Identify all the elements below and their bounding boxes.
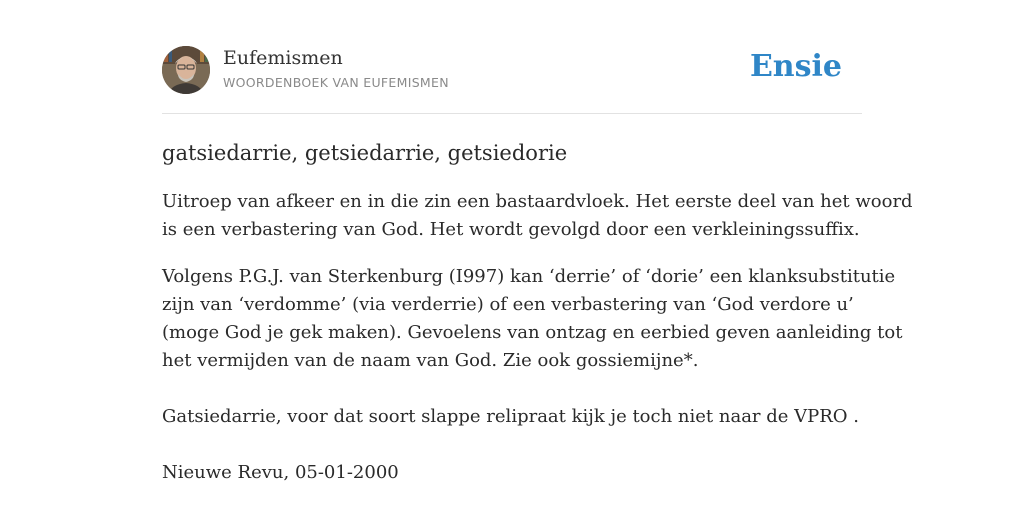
source-title[interactable]: Eufemismen (223, 47, 343, 69)
definition-paragraph (162, 188, 913, 244)
etymology-line: (moge God je gek maken). Gevoelens van ontzag en eerbied geven aanleiding tot (162, 322, 903, 343)
entry-content (162, 137, 913, 506)
source-subtitle: WOORDENBOEK VAN EUFEMISMEN (223, 75, 449, 90)
entry-term: gatsiedarrie, getsiedarrie, getsiedorie (162, 141, 568, 165)
citation: Nieuwe Revu, 05-01-2000 (162, 462, 399, 483)
etymology-paragraph (162, 263, 903, 487)
header-divider (162, 113, 862, 114)
etymology-line: Volgens P.G.J. van Sterkenburg (I997) kan ‘derrie’ of ‘dorie’ een klanksubstitutie (162, 266, 896, 287)
source-header (162, 46, 862, 96)
example-quote: Gatsiedarrie, voor dat soort slappe relipraat kijk je toch niet naar de VPRO . (162, 406, 860, 427)
paragraph-gap (162, 375, 864, 403)
ensie-logo[interactable]: Ensie (749, 49, 842, 84)
author-portrait-icon[interactable] (162, 46, 210, 94)
etymology-line: het vermijden van de naam van God. Zie ook gossiemijne*. (162, 350, 699, 371)
definition-line: Uitroep van afkeer en in die zin een bastaardvloek. Het eerste deel van het woord (162, 191, 913, 212)
definition-line: is een verbastering van God. Het wordt gevolgd door een verkleiningssuffix. (162, 219, 860, 240)
paragraph-gap (162, 431, 864, 459)
etymology-line: zijn van ‘verdomme’ (via verderrie) of een verbastering van ‘God verdore u’ (162, 294, 854, 315)
